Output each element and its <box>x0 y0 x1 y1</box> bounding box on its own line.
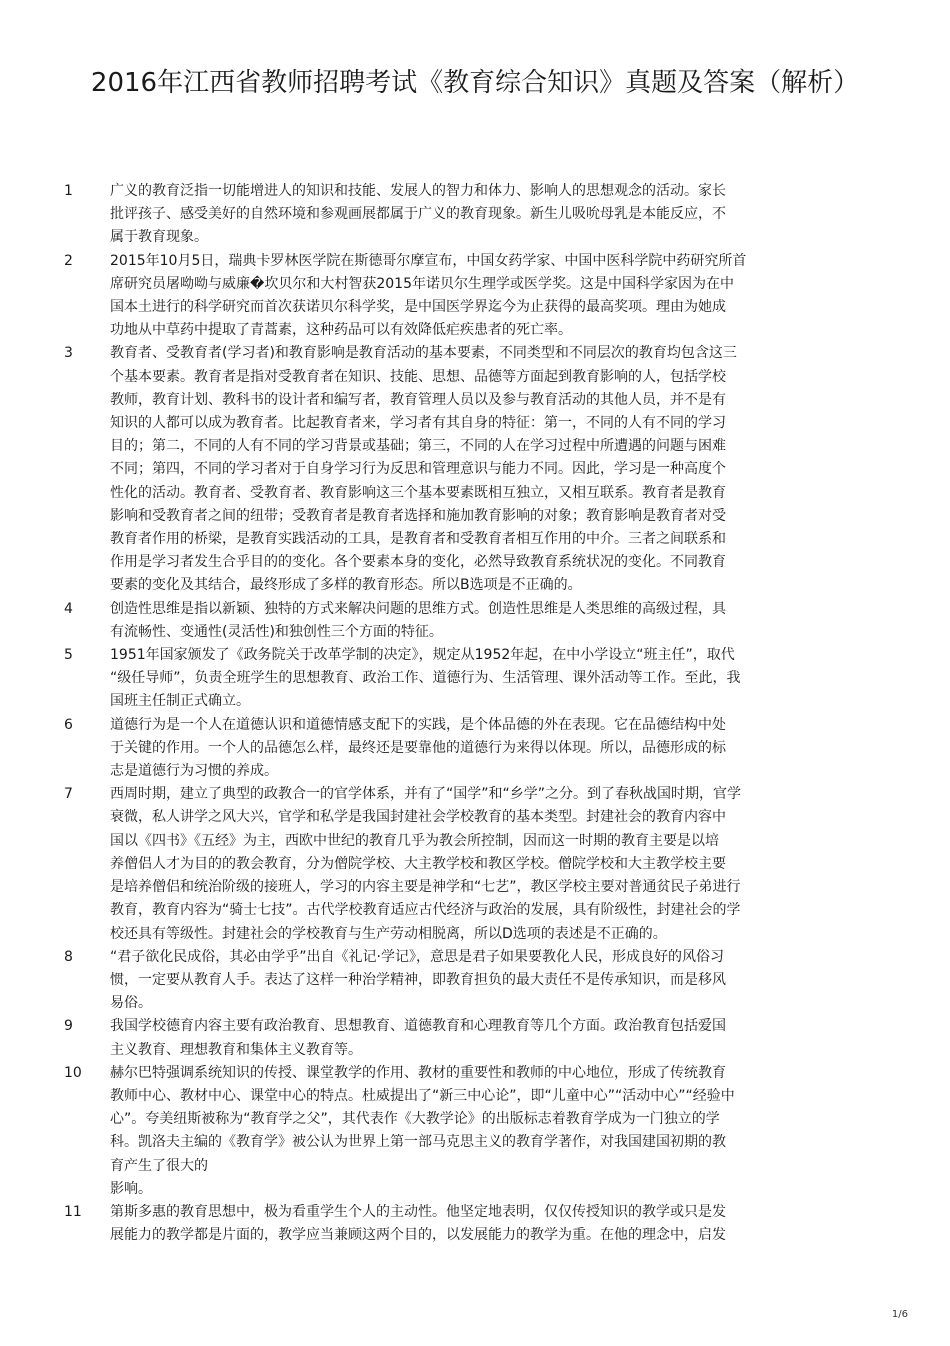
answer-text-line: 赫尔巴特强调系统知识的传授、课堂教学的作用、教材的重要性和教师的中心地位，形成了传统教育 <box>110 1064 726 1081</box>
answer-number: 9 <box>64 1018 73 1035</box>
answer-text-line: 育产生了很大的 <box>110 1157 208 1174</box>
answer-number: 10 <box>64 1064 82 1081</box>
answer-text <box>110 342 862 597</box>
answer-number: 5 <box>64 647 73 664</box>
page-indicator: 1/6 <box>891 1309 908 1320</box>
answer-item <box>0 783 950 945</box>
answer-text-line: 国本土进行的科学研究而首次获诺贝尔科学奖，是中国医学界迄今为止获得的最高奖项。理由为她成 <box>110 299 726 316</box>
answer-text-line: 是培养僧侣和统治阶级的接班人，学习的内容主要是神学和“七艺”，教区学校主要对普通贫民子弟进行 <box>110 879 741 896</box>
answer-number: 2 <box>64 252 73 269</box>
answer-text-line: 个基本要素。教育者是指对受教育者在知识、技能、思想、品德等方面起到教育影响的人，包括学校 <box>110 368 726 385</box>
answer-text-line: 衰微，私人讲学之风大兴，官学和私学是我国封建社会学校教育的基本类型。封建社会的教育内容中 <box>110 809 726 826</box>
page-title: 2016年江西省教师招聘考试《教育综合知识》真题及答案（解析） <box>90 68 860 98</box>
answer-text-line: 作用是学习者发生合乎目的的变化。各个要素本身的变化，必然导致教育系统状况的变化。不同教育 <box>110 554 726 571</box>
answer-text-line: 不同；第四，不同的学习者对于自身学习行为反思和管理意识与能力不同。因此，学习是一种高度个 <box>110 461 726 478</box>
answer-text-line: 批评孩子、感受美好的自然环境和参观画展都属于广义的教育现象。新生儿吸吮母乳是本能反应，不 <box>110 206 726 223</box>
answer-number: 7 <box>64 786 73 803</box>
answer-item <box>0 342 950 597</box>
answer-text <box>110 783 862 945</box>
answer-text <box>110 1015 862 1061</box>
answer-text-line: 2015年10月5日，瑞典卡罗林医学院在斯德哥尔摩宣布，中国女药学家、中国中医科学院中药研究所首 <box>110 252 747 269</box>
answer-text-line: 国以《四书》《五经》为主，西欧中世纪的教育几乎为教会所控制，因而这一时期的教育主要是以培 <box>110 832 719 849</box>
answer-text-line: 创造性思维是指以新颖、独特的方式来解决问题的思维方式。创造性思维是人类思维的高级过程，具 <box>110 600 726 617</box>
answer-text-line: 教育者、受教育者(学习者)和教育影响是教育活动的基本要素，不同类型和不同层次的教育均包含这三 <box>110 345 737 362</box>
answer-text-line: 国班主任制正式确立。 <box>110 693 250 710</box>
answer-text <box>110 180 862 250</box>
answer-text <box>110 598 862 644</box>
answer-item <box>0 1062 950 1201</box>
answer-text-line: 校还具有等级性。封建社会的学校教育与生产劳动相脱离，所以D选项的表述是不正确的。 <box>110 925 667 942</box>
answer-text-line: 易俗。 <box>110 995 152 1012</box>
answer-text <box>110 250 862 343</box>
answer-item <box>0 1015 950 1061</box>
answer-text-line: 第斯多惠的教育思想中，极为看重学生个人的主动性。他坚定地表明，仅仅传授知识的教学或只是发 <box>110 1203 726 1220</box>
answer-number: 3 <box>64 345 73 362</box>
answer-list <box>0 180 950 1247</box>
answer-text-line: 道德行为是一个人在道德认识和道德情感支配下的实践，是个体品德的外在表现。它在品德结构中处 <box>110 716 726 733</box>
answer-text-line: 知识的人都可以成为教育者。比起教育者来，学习者有其自身的特征：第一，不同的人有不同的学习 <box>110 415 726 432</box>
answer-text-line: 科。凯洛夫主编的《教育学》被公认为世界上第一部马克思主义的教育学著作，对我国建国初期的教 <box>110 1134 726 1151</box>
answer-text <box>110 1062 862 1201</box>
answer-number: 11 <box>64 1203 82 1220</box>
answer-text-line: “君子欲化民成俗，其必由学乎”出自《礼记·学记》，意思是君子如果要教化人民，形成良好的风俗习 <box>110 948 724 965</box>
answer-text-line: 西周时期，建立了典型的政教合一的官学体系，并有了“国学”和“乡学”之分。到了春秋战国时期，官学 <box>110 786 742 803</box>
answer-text-line: 要素的变化及其结合，最终形成了多样的教育形态。所以B选项是不正确的。 <box>110 577 582 594</box>
answer-text-line: 1951年国家颁发了《政务院关于改革学制的决定》，规定从1952年起，在中小学设立“班主任”，取代 <box>110 647 735 664</box>
answer-item <box>0 946 950 1016</box>
answer-text-line: 主义教育、理想教育和集体主义教育等。 <box>110 1041 362 1058</box>
answer-text-line: 属于教育现象。 <box>110 229 208 246</box>
answer-text-line: 影响。 <box>110 1180 152 1197</box>
answer-text-line: 教师中心、教材中心、课堂中心的特点。杜威提出了“新三中心论”，即“儿童中心”“活动中心”“经验中 <box>110 1087 735 1104</box>
answer-number: 1 <box>64 183 73 199</box>
answer-text-line: 我国学校德育内容主要有政治教育、思想教育、道德教育和心理教育等几个方面。政治教育包括爱国 <box>110 1018 726 1035</box>
answer-item <box>0 714 950 784</box>
answer-text-line: 影响和受教育者之间的纽带；受教育者是教育者选择和施加教育影响的对象；教育影响是教育者对受 <box>110 507 726 524</box>
answer-text-line: 心”。夸美纽斯被称为“教育学之父”，其代表作《大教学论》的出版标志着教育学成为一门独立的学 <box>110 1111 720 1128</box>
answer-text <box>110 714 862 784</box>
answer-text-line: 教育，教育内容为“骑士七技”。古代学校教育适应古代经济与政治的发展，具有阶级性，封建社会的学 <box>110 902 741 919</box>
answer-text-line: 惯，一定要从教育人手。表达了这样一种治学精神，即教育担负的最大责任不是传承知识，而是移风 <box>110 971 726 988</box>
answer-number: 4 <box>64 600 73 617</box>
answer-number: 6 <box>64 716 73 733</box>
answer-text-line: 性化的活动。教育者、受教育者、教育影响这三个基本要素既相互独立，又相互联系。教育者是教育 <box>110 484 726 501</box>
answer-text <box>110 1201 862 1247</box>
answer-text-line: 展能力的教学都是片面的，教学应当兼顾这两个目的，以发展能力的教学为重。在他的理念中，启发 <box>110 1227 726 1244</box>
answer-text-line: 养僧侣人才为目的的教会教育，分为僧院学校、大主教学校和教区学校。僧院学校和大主教学校主要 <box>110 855 726 872</box>
answer-text-line: 有流畅性、变通性(灵活性)和独创性三个方面的特征。 <box>110 623 443 640</box>
answer-text-line: 目的；第二，不同的人有不同的学习背景或基础；第三，不同的人在学习过程中所遭遇的问题与困难 <box>110 438 726 455</box>
answer-text-line: 广义的教育泛指一切能增进人的知识和技能、发展人的智力和体力、影响人的思想观念的活动。家长 <box>110 183 726 199</box>
answer-text-line: 教育者作用的桥梁，是教育实践活动的工具，是教育者和受教育者相互作用的中介。三者之间联系和 <box>110 531 726 548</box>
answer-text-line: 席研究员屠呦呦与威廉�坎贝尔和大村智获2015年诺贝尔生理学或医学奖。这是中国科学家因为在中 <box>110 275 734 292</box>
answer-text <box>110 946 862 1016</box>
answer-text <box>110 644 862 714</box>
answer-item <box>0 180 950 250</box>
answer-text-line: 教师，教育计划、教科书的设计者和编写者，教育管理人员以及参与教育活动的其他人员，并不是有 <box>110 391 726 408</box>
answer-text-line: 于关键的作用。一个人的品德怎么样，最终还是要靠他的道德行为来得以体现。所以，品德形成的标 <box>110 739 726 756</box>
answer-text-line: “级任导师”，负责全班学生的思想教育、政治工作、道德行为、生活管理、课外活动等工作。至此，我 <box>110 670 741 687</box>
answer-item <box>0 598 950 644</box>
answer-text-line: 志是道德行为习惯的养成。 <box>110 763 278 780</box>
answer-item <box>0 1201 950 1247</box>
answer-number: 8 <box>64 948 73 965</box>
answer-text-line: 功地从中草药中提取了青蒿素，这种药品可以有效降低疟疾患者的死亡率。 <box>110 322 572 339</box>
answer-item <box>0 644 950 714</box>
answer-item <box>0 250 950 343</box>
